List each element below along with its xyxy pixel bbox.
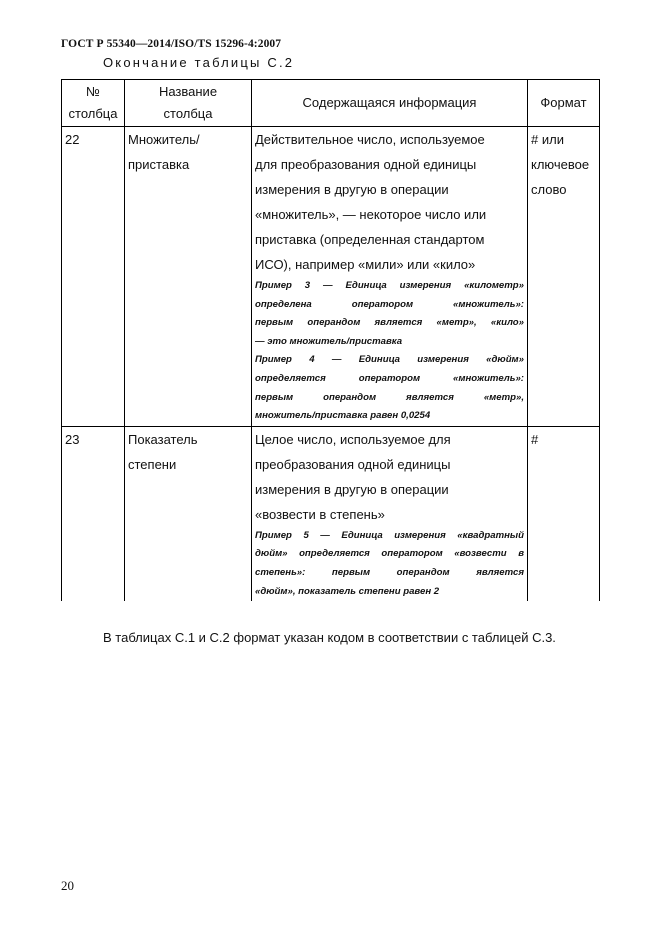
table-caption: Окончание таблицы С.2 — [103, 55, 295, 70]
header-num-line: столбца — [68, 106, 118, 121]
row-name-line: Показатель — [128, 431, 198, 447]
row-name-line: Множитель/ — [128, 132, 200, 147]
info-line: «множитель», — некоторое число или — [255, 207, 487, 222]
info-line: измерения в другую в операции — [255, 182, 449, 197]
example-line: — это множитель/приставка — [255, 335, 403, 347]
row-number: 23 — [62, 426, 125, 601]
format-line: # или — [531, 132, 564, 147]
info-line: Действительное число, используемое — [255, 132, 485, 147]
format-line: слово — [531, 182, 567, 197]
example-3 — [255, 277, 524, 351]
page-number: 20 — [61, 878, 74, 893]
header-column-format: Формат — [528, 80, 600, 127]
header-num-line: № — [86, 84, 100, 99]
row-number: 22 — [62, 127, 125, 427]
example-line: Пример 5 — Единица измерения «квадратный — [255, 529, 524, 541]
example-line: первым операндом является «метр», — [255, 391, 524, 403]
info-line: измерения в другую в операции — [255, 481, 449, 497]
info-line: ИСО), например «мили» или «кило» — [255, 257, 476, 272]
row-name — [125, 426, 252, 601]
table-row — [62, 426, 600, 601]
row-info — [252, 426, 528, 601]
header-column-info: Содержащаяся информация — [252, 80, 528, 127]
example-4 — [255, 351, 524, 425]
info-line: преобразования одной единицы — [255, 456, 451, 472]
example-line: множитель/приставка равен 0,0254 — [255, 410, 431, 422]
row-format — [528, 127, 600, 427]
example-line: Пример 4 — Единица измерения «дюйм» — [255, 354, 524, 366]
example-line: степень»: первым операндом является — [255, 566, 524, 578]
header-column-number — [62, 80, 125, 127]
note-paragraph: В таблицах С.1 и С.2 формат указан кодом в соответствии с таблицей С.3. — [103, 630, 556, 645]
example-line: дюйм» определяется оператором «возвести в — [255, 548, 524, 560]
example-line: «дюйм», показатель степени равен 2 — [255, 585, 440, 597]
format-line: ключевое — [531, 157, 590, 172]
info-line: приставка (определенная стандартом — [255, 232, 485, 247]
example-line: определена оператором «множитель»: — [255, 298, 524, 310]
standard-header: ГОСТ Р 55340—2014/ISO/TS 15296-4:2007 — [61, 38, 282, 50]
table-header-row — [62, 80, 600, 127]
info-line: Целое число, используемое для — [255, 431, 451, 447]
table-row — [62, 127, 600, 427]
example-line: определяется оператором «множитель»: — [255, 372, 524, 384]
row-format — [528, 426, 600, 601]
example-line: Пример 3 — Единица измерения «километр» — [255, 280, 524, 291]
header-name-line: Название — [158, 84, 218, 99]
data-table — [61, 79, 600, 601]
format-line: # — [531, 431, 539, 447]
row-name-line: приставка — [128, 157, 190, 172]
header-name-line: столбца — [163, 106, 213, 121]
row-name — [125, 127, 252, 427]
info-line: для преобразования одной единицы — [255, 157, 477, 172]
row-name-line: степени — [128, 456, 177, 472]
info-line: «возвести в степень» — [255, 506, 385, 522]
header-column-name — [125, 80, 252, 127]
example-line: первым операндом является «метр», «кило» — [255, 317, 524, 329]
example-5 — [255, 527, 524, 601]
row-info — [252, 127, 528, 427]
